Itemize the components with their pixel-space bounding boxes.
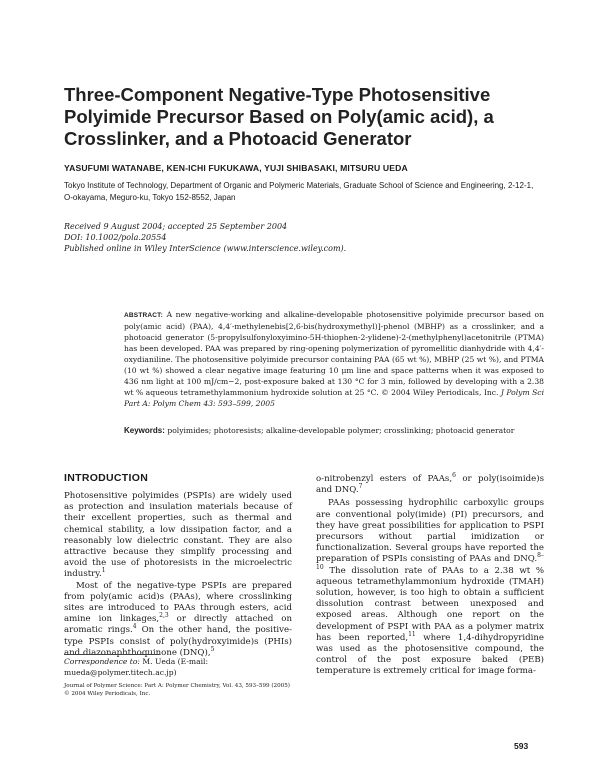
paragraph-text: On the other hand, the positive-type PSPIs consist of poly(hydroxyimide)s (PHIs) and diazonaphthoquinone (DNQ),: [64, 625, 292, 658]
intro-paragraph-1: [64, 491, 292, 581]
section-heading: INTRODUCTION: [64, 472, 149, 484]
copyright-line: © 2004 Wiley Periodicals, Inc.: [64, 691, 151, 697]
paragraph-text: Photosensitive polyimides (PSPIs) are widely used as protection and insulation materials because of their excellent properties, such as thermal and chemical stability, a low dissipation factor, and a reasonably low dielectric constant. They are also attractive because they simplify processing and avoid the use of photoresists in the microelectric industry.: [64, 491, 292, 580]
citation-ref: 8–10: [316, 552, 544, 571]
intro-paragraph-2-cont: [316, 474, 544, 496]
paragraph-text: o-nitrobenzyl esters of PAAs,: [316, 474, 453, 484]
citation-ref: 2,3: [159, 612, 169, 620]
correspondence-text: M. Ueda (E-mail: mueda@polymer.titech.ac.jp): [64, 657, 209, 677]
paragraph-text: where 1,4-dihydropyridine was used as the photosensitive compound, the control of the post exposure baked (PEB) temperature is extremely critical for image forma-: [316, 632, 544, 677]
journal-citation: J Polym Sci Part A: Polym Chem 43: 593–599, 2005: [124, 388, 544, 408]
paragraph-text: or directly attached on aromatic rings.: [64, 614, 293, 636]
body-column-right: [316, 474, 544, 678]
abstract-text: A new negative-working and alkaline-developable photosensitive polyimide precursor based on poly(amic acid) (PAA), 4,4′-methylenebis[2,6-bis(hydroxymethyl)]-phenol (MBHP) as a crosslinker, and a photoacid generator (5-propylsulfonyloxyimino-5H-thiophen-2-ylidene)-2-(methylphenyl)acetonitrile (PTMA) has been developed. PAA was prepared by ring-opening polymerization of pyromellitic dianhydride with 4,4′-oxydianiline. The photosensitive polyimide precursor containing PAA (65 wt %), MBHP (25 wt %), and PTMA (10 wt %) showed a clear negative image featuring 10 μm line and space patterns when it was exposed to 436 nm light at 100 mJ/cm−2, post-exposure baked at 130 °C for 3 min, followed by developing with a 2.38 wt % aqueous tetramethylammonium hydroxide solution at 25 °C. © 2004 Wiley Periodicals, Inc.: [124, 310, 544, 397]
affiliation: Tokyo Institute of Technology, Department of Organic and Polymeric Materials, Graduate School of Science and Engineering, 2-12-1, O-okayama, Meguro-ku, Tokyo 152-8552, Japan: [64, 181, 534, 202]
author-list: YASUFUMI WATANABE, KEN-ICHI FUKUKAWA, YUJI SHIBASAKI, MITSURU UEDA: [64, 163, 408, 173]
publication-dates: [64, 221, 544, 254]
doi: DOI: 10.1002/pola.20554: [64, 233, 167, 242]
abstract-label: ABSTRACT:: [124, 312, 163, 319]
article-title: Three-Component Negative-Type Photosensitive Polyimide Precursor Based on Poly(amic acid), a Crosslinker, and a Photoacid Generator: [64, 84, 494, 149]
keywords: [124, 425, 544, 436]
citation-ref: 7: [358, 483, 363, 491]
abstract: [124, 309, 544, 409]
citation-ref: 4: [132, 623, 137, 631]
correspondence-note: [64, 657, 292, 678]
paragraph-text: Most of the negative-type PSPIs are prepared from poly(amic acid)s (PAAs), where crosslinking sites are introduced to PAAs through esters, acid amine ion linkages,: [64, 580, 292, 625]
published-online: Published online in Wiley InterScience (www.interscience.wiley.com).: [64, 244, 347, 253]
keywords-label: Keywords:: [124, 426, 165, 435]
citation-ref: 1: [101, 567, 106, 575]
paragraph-text: PAAs possessing hydrophilic carboxylic groups are conventional poly(imide) (PI) precursors, and they have great possibilities for application to PSPI precursors without partial imidization or functionalization. Several groups have reported the preparation of PSPIs consisting of PAAs and DNQ.: [316, 498, 544, 565]
keywords-text: polyimides; photoresists; alkaline-developable polymer; crosslinking; photoacid generator: [167, 426, 515, 435]
journal-info: [64, 682, 324, 698]
intro-paragraph-2: [64, 581, 292, 659]
intro-paragraph-3: [316, 498, 544, 677]
page-number: 593: [514, 741, 529, 751]
paragraph-text: or poly(isoimide)s and DNQ.: [316, 474, 544, 496]
citation-ref: 6: [452, 472, 456, 480]
paragraph-text: The dissolution rate of PAAs to a 2.38 wt % aqueous tetramethylammonium hydroxide (TMAH) solution, however, is too high to obtain a sufficient dissolution contrast between unexposed and exposed areas. Although one report on the development of PSPI with PAA as a polymer matrix has been reported,: [316, 565, 544, 643]
received-date: Received 9 August 2004; accepted 25 September 2004: [64, 222, 288, 231]
citation-ref: 5: [210, 645, 215, 653]
body-column-left: [64, 491, 292, 659]
correspondence-label: Correspondence to:: [64, 657, 140, 666]
footnote-divider: [64, 654, 160, 655]
journal-line: Journal of Polymer Science: Part A: Polymer Chemistry, Vol. 43, 593–599 (2005): [64, 683, 290, 689]
citation-ref: 11: [408, 630, 416, 638]
